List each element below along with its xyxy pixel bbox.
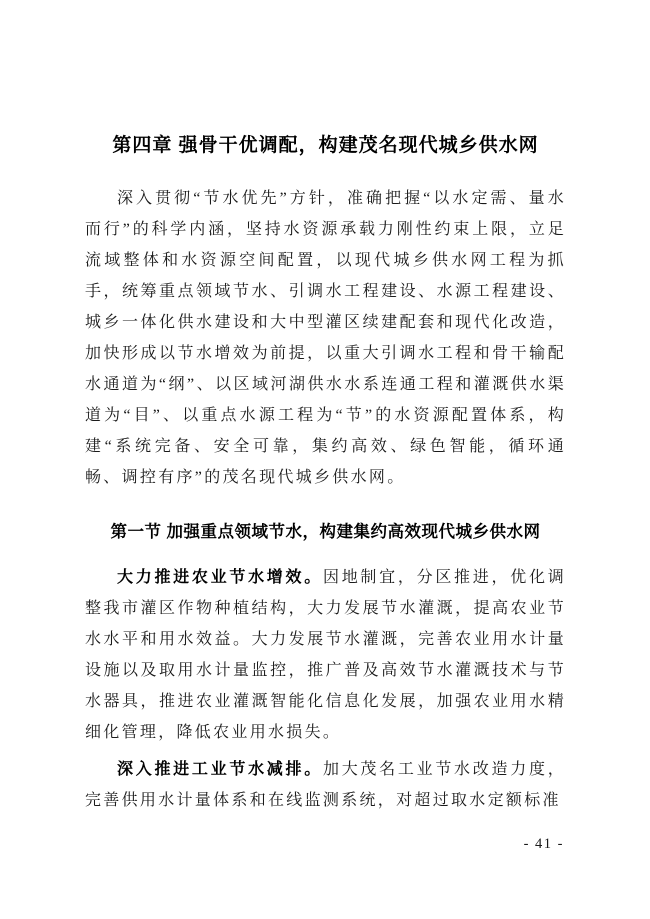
paragraph-industry xyxy=(85,754,566,816)
page-number: - 41 - xyxy=(523,836,564,852)
intro-paragraph: 深入贯彻“节水优先”方针，准确把握“以水定需、量水而行”的科学内涵，坚持水资源承载力刚性约束上限，立足流域整体和水资源空间配置，以现代城乡供水网工程为抓手，统筹重点领域节水、引调水工程建设、水源工程建设、城乡一体化供水建设和大中型灌区续建配套和现代化改造，加快形成以节水增效为前提，以重大引调水工程和骨干输配水通道为“纲”、以区域河湖供水水系连通工程和灌溉供水渠道为“目”、以重点水源工程为“节”的水资源配置体系，构建“系统完备、安全可靠，集约高效、绿色智能，循环通畅、调控有序”的茂名现代城乡供水网。 xyxy=(85,190,566,486)
section-title: 第一节 加强重点领域节水，构建集约高效现代城乡供水网 xyxy=(110,523,541,541)
chapter-title: 第四章 强骨干优调配，构建茂名现代城乡供水网 xyxy=(112,135,539,156)
paragraph-agriculture-lead: 大力推进农业节水增效。 xyxy=(117,569,323,586)
paragraph-agriculture xyxy=(85,562,566,748)
paragraph-agriculture-text: 因地制宜，分区推进，优化调整我市灌区作物种植结构，大力发展节水灌溉，提高农业节水水平和用水效益。大力发展节水灌溉，完善农业用水计量设施以及取用水计量监控，推广普及高效节水灌溉技术与节水器具，推进农业灌溉智能化信息化发展，加强农业用水精细化管理，降低农业用水损失。 xyxy=(85,569,566,741)
paragraph-industry-text: 加大茂名工业节水改造力度，完善供用水计量体系和在线监测系统，对超过取水定额标准 xyxy=(85,761,566,809)
paragraph-industry-lead: 深入推进工业节水减排。 xyxy=(117,761,323,778)
document-page xyxy=(85,0,566,816)
